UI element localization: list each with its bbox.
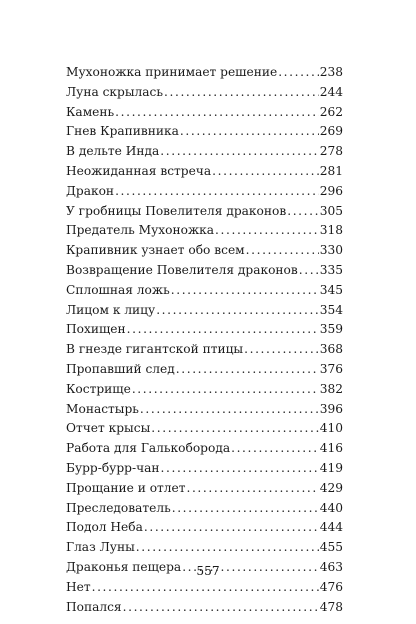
- toc-entry-page: 368: [319, 342, 343, 357]
- toc-entry[interactable]: [66, 122, 343, 142]
- dot-leader: [287, 202, 319, 222]
- toc-entry[interactable]: [66, 518, 343, 538]
- toc-entry-page: 345: [319, 282, 343, 297]
- toc-entry-page: 296: [319, 183, 343, 198]
- toc-entry-page: 269: [319, 124, 343, 139]
- toc-entry-page: 262: [319, 104, 343, 119]
- toc-entry-title: Мухоножка принимает решение: [66, 65, 278, 79]
- toc-entry-page: 478: [319, 599, 343, 614]
- toc-entry[interactable]: [66, 281, 343, 301]
- toc-entry-title: Лицом к лицу: [66, 302, 156, 317]
- dot-leader: [136, 538, 319, 558]
- toc-entry-title: Кострище: [66, 381, 131, 396]
- dot-leader: [171, 281, 319, 301]
- toc-entry[interactable]: [66, 360, 343, 380]
- toc-entry-page: 476: [319, 579, 343, 594]
- dot-leader: [299, 261, 319, 281]
- toc-entry-page: 305: [319, 203, 343, 218]
- toc-entry-page: 440: [319, 500, 343, 515]
- dot-leader: [92, 578, 319, 598]
- toc-entry-title: Подол Неба: [66, 520, 143, 535]
- toc-entry[interactable]: [66, 261, 343, 281]
- toc-entry-page: 463: [319, 559, 343, 574]
- toc-entry-title: Луна скрылась: [66, 84, 164, 99]
- toc-entry-title: Прощание и отлет: [66, 480, 186, 495]
- toc-entry-page: 429: [319, 480, 343, 495]
- toc-entry-page: 455: [319, 540, 343, 555]
- dot-leader: [151, 419, 318, 439]
- toc-entry-title: Камень: [66, 104, 115, 119]
- toc-entry[interactable]: [66, 380, 343, 400]
- dot-leader: [186, 479, 318, 499]
- toc-entry-title: Пропавший след: [66, 361, 175, 376]
- toc-entry-title: В гнезде гигантской птицы: [66, 342, 244, 357]
- dot-leader: [140, 400, 319, 420]
- dot-leader: [115, 182, 319, 202]
- toc-entry[interactable]: [66, 419, 343, 439]
- toc-entry-title: Работа для Галькоборода: [66, 441, 231, 456]
- toc-entry[interactable]: [66, 301, 343, 321]
- toc-entry-title: Глаз Луны: [66, 540, 135, 555]
- toc-entry[interactable]: [66, 320, 343, 340]
- toc-entry[interactable]: [66, 221, 343, 241]
- toc-entry-page: 376: [319, 361, 343, 376]
- toc-entry-title: Дракон: [66, 183, 115, 198]
- toc-entry[interactable]: [66, 538, 343, 558]
- toc-entry[interactable]: [66, 400, 343, 420]
- toc-entry-title: Гнев Крапивника: [66, 124, 179, 139]
- dot-leader: [123, 598, 319, 618]
- toc-entry[interactable]: [66, 241, 343, 261]
- toc-entry-page: 416: [319, 441, 343, 456]
- dot-leader: [172, 499, 319, 519]
- toc-entry[interactable]: [66, 459, 343, 479]
- toc-entry-title: Крапивник узнает обо всем: [66, 243, 245, 258]
- toc-entry-title: Похищен: [66, 322, 126, 337]
- toc-entry-page: 419: [319, 460, 343, 475]
- dot-leader: [246, 241, 319, 261]
- dot-leader: [164, 83, 319, 103]
- toc-entry-page: 444: [319, 520, 343, 535]
- toc-entry-title: Драконья пещера: [66, 559, 182, 574]
- dot-leader: [160, 142, 318, 162]
- toc-entry-page: 318: [319, 223, 343, 238]
- page-number: 557: [196, 564, 220, 578]
- toc-entry-page: 382: [319, 381, 343, 396]
- dot-leader: [156, 301, 319, 321]
- toc-entry-title: Неожиданная встреча: [66, 163, 212, 178]
- toc-entry-title: Отчет крысы: [66, 421, 151, 436]
- toc-entry-title: Сплошная ложь: [66, 282, 170, 297]
- toc-entry-title: Попался: [66, 599, 122, 614]
- toc-entry-title: У гробницы Повелителя драконов: [66, 203, 287, 218]
- toc-entry[interactable]: [66, 162, 343, 182]
- toc-entry-title: Монастырь: [66, 401, 139, 416]
- toc-entry-page: 335: [319, 262, 343, 277]
- toc-entry-title: Бурр-бурр-чан: [66, 460, 160, 475]
- dot-leader: [212, 162, 319, 182]
- table-of-contents: [66, 63, 343, 617]
- toc-entry[interactable]: [66, 598, 343, 618]
- dot-leader: [231, 439, 319, 459]
- toc-entry-title: Возвращение Повелителя драконов: [66, 262, 298, 277]
- toc-entry[interactable]: [66, 340, 343, 360]
- dot-leader: [215, 221, 319, 241]
- toc-entry-page: 244: [319, 84, 343, 99]
- toc-entry-title: Нет: [66, 579, 91, 594]
- toc-entry-title: Предатель Мухоножка: [66, 223, 215, 238]
- dot-leader: [132, 380, 319, 400]
- toc-entry[interactable]: [66, 499, 343, 519]
- toc-entry[interactable]: [66, 202, 343, 222]
- toc-entry[interactable]: [66, 182, 343, 202]
- toc-entry-page: 278: [319, 144, 343, 159]
- dot-leader: [244, 340, 319, 360]
- toc-entry[interactable]: [66, 439, 343, 459]
- dot-leader: [127, 320, 319, 340]
- toc-entry[interactable]: [66, 578, 343, 598]
- toc-entry-page: 410: [319, 421, 343, 436]
- dot-leader: [144, 518, 319, 538]
- dot-leader: [115, 103, 319, 123]
- toc-entry[interactable]: [66, 103, 343, 123]
- toc-entry-page: 396: [319, 401, 343, 416]
- toc-entry-title: Преследователь: [66, 500, 171, 515]
- toc-entry-page: 354: [319, 302, 343, 317]
- toc-entry-page: 359: [319, 322, 343, 337]
- toc-entry-title: В дельте Инда: [66, 144, 160, 159]
- toc-entry-page: 238: [319, 65, 343, 79]
- dot-leader: [161, 459, 319, 479]
- toc-entry-page: 281: [319, 163, 343, 178]
- dot-leader: [278, 63, 319, 83]
- toc-entry[interactable]: [66, 63, 343, 83]
- dot-leader: [176, 360, 319, 380]
- toc-entry[interactable]: [66, 142, 343, 162]
- dot-leader: [180, 122, 319, 142]
- toc-entry-page: 330: [319, 243, 343, 258]
- toc-entry[interactable]: [66, 479, 343, 499]
- toc-entry[interactable]: [66, 83, 343, 103]
